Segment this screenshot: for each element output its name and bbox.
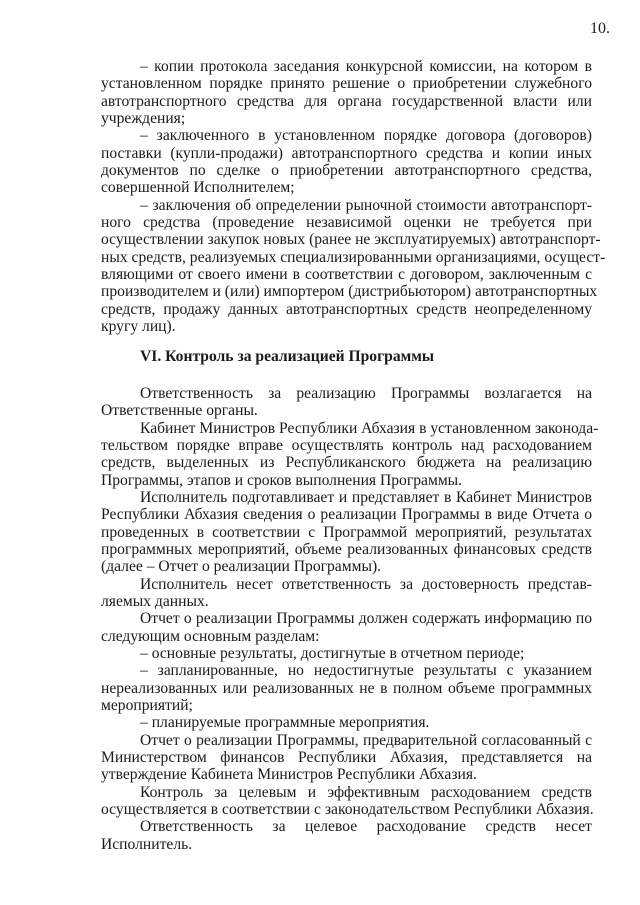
text-line: учреждения; — [101, 110, 186, 128]
list-section — [101, 58, 606, 336]
paragraph — [101, 714, 592, 731]
text-line: Исполнитель. — [101, 835, 193, 853]
text-line: тельством порядке вправе осуществлять контроль над расходованием — [101, 436, 592, 454]
paragraph — [101, 196, 606, 336]
text-line: ных средств, реализуемых специализированными организациями, осущест- — [101, 248, 606, 266]
text-line: производителем и (или) импортером (дистрибьютором) автотранспортных — [101, 283, 598, 301]
text-line: Министерством финансов Республики Абхазия, представляется на — [101, 749, 592, 767]
text-line: совершенной Исполнителем; — [101, 179, 295, 197]
page-number: 10. — [590, 20, 610, 37]
text-line: – копии протокола заседания конкурсной комиссии, на котором в — [140, 58, 592, 75]
paragraph — [101, 127, 592, 196]
document-body — [101, 58, 606, 853]
text-line: Кабинет Министров Республики Абхазия в установленном законода- — [140, 419, 599, 437]
text-line: Исполнитель несет ответственность за достоверность представ- — [140, 575, 592, 593]
text-line: проведенных в соответствии с Программой мероприятий, результатах — [101, 523, 592, 541]
text-line: Ответственность за реализацию Программы возлагается на — [140, 384, 592, 402]
text-line: Ответственность за целевое расходование средств несет — [140, 818, 592, 836]
text-line: следующим основным разделам: — [101, 627, 320, 645]
paragraph — [101, 385, 592, 420]
text-line: – планируемые программные мероприятия. — [140, 714, 430, 732]
paragraph — [101, 576, 592, 611]
text-line: документов по сделке о приобретении автотранспортного средства, — [101, 162, 592, 180]
paragraph — [101, 732, 592, 784]
text-line: ляемых данных. — [101, 592, 209, 610]
text-line: Отчет о реализации Программы, предварительной согласованный с — [140, 731, 592, 749]
text-line: мероприятий; — [101, 697, 193, 715]
text-line: Исполнитель подготавливает и представляет в Кабинет Министров — [140, 488, 592, 506]
text-line: осуществлении закупок новых (ранее не эксплуатируемых) автотранспорт- — [101, 231, 601, 249]
text-line: – заключения об определении рыночной стоимости автотранспорт- — [140, 196, 592, 214]
paragraph — [101, 419, 599, 489]
paragraph — [101, 784, 592, 819]
text-line: Республики Абхазия сведения о реализации Программы в виде Отчета о — [101, 506, 592, 524]
paragraph — [101, 818, 592, 853]
text-line: – запланированные, но недостигнутые результаты с указанием — [140, 662, 592, 680]
text-line: поставки (купли-продажи) автотранспортного средства и копии иных — [101, 144, 592, 162]
paragraph — [101, 58, 592, 127]
paragraph — [101, 610, 592, 645]
paragraph — [101, 645, 592, 662]
control-section — [101, 384, 599, 853]
text-line: кругу лиц). — [101, 318, 176, 336]
text-line: автотранспортного средства для органа государственной власти или — [101, 92, 592, 110]
text-line: – основные результаты, достигнутые в отчетном периоде; — [140, 645, 525, 662]
text-line: Ответственные органы. — [101, 402, 258, 420]
section-heading: VI. Контроль за реализацией Программы — [140, 347, 435, 365]
text-line: Контроль за целевым и эффективным расходованием средств — [140, 783, 592, 801]
text-line: ного средства (проведение независимой оценки не требуется при — [101, 214, 592, 232]
text-line: (далее – Отчет о реализации Программы). — [101, 558, 382, 576]
text-line: Отчет о реализации Программы должен содержать информацию по — [140, 610, 592, 628]
text-line: вляющими от своего имени в соответствии с договором, заключенным с — [101, 266, 592, 284]
text-line: Программы, этапов и сроков выполнения Программы. — [101, 471, 463, 489]
text-line: средств, выделенных из Республиканского бюджета на реализацию — [101, 454, 592, 472]
text-line: утверждение Кабинета Министров Республики Абхазия. — [101, 766, 477, 784]
paragraph — [101, 489, 592, 576]
text-line: средств, продажу данных автотранспортных средств неопределенному — [101, 300, 592, 318]
text-line: – заключенного в установленном порядке договора (договоров) — [140, 127, 592, 145]
text-line: программных мероприятий, объеме реализованных финансовых средств — [101, 540, 592, 558]
text-line: осуществляется в соответствии с законодательством Республики Абхазия. — [101, 801, 594, 819]
paragraph — [101, 662, 592, 714]
text-line: нереализованных или реализованных не в полном объеме программных — [101, 679, 592, 697]
text-line: установленном порядке принято решение о приобретении служебного — [101, 75, 592, 93]
